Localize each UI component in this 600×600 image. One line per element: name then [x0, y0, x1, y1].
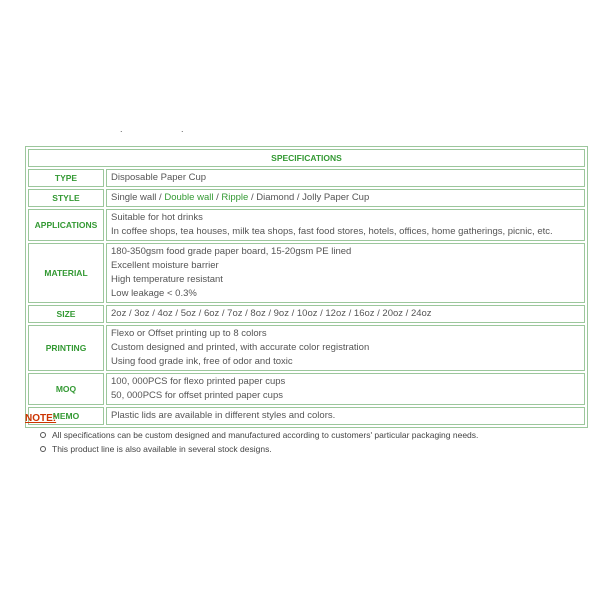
material-line: Low leakage < 0.3% — [111, 288, 197, 299]
row-value-applications — [106, 209, 585, 241]
row-label-applications: APPLICATIONS — [28, 209, 104, 241]
material-line: High temperature resistant — [111, 274, 223, 285]
row-label-size: SIZE — [28, 305, 104, 323]
moq-line: 100, 000PCS for flexo printed paper cups — [111, 376, 286, 387]
table-row — [28, 407, 585, 425]
circle-bullet-icon — [40, 432, 46, 438]
row-label-type: TYPE — [28, 169, 104, 187]
material-line: 180-350gsm food grade paper board, 15-20gsm PE lined — [111, 246, 352, 257]
note-item — [40, 430, 478, 440]
row-label-style: STYLE — [28, 189, 104, 207]
row-label-moq: MOQ — [28, 373, 104, 405]
moq-line: 50, 000PCS for offset printed paper cups — [111, 390, 283, 401]
row-label-printing: PRINTING — [28, 325, 104, 371]
row-value-size: 2oz / 3oz / 4oz / 5oz / 6oz / 7oz / 8oz / 9oz / 10oz / 12oz / 16oz / 20oz / 24oz — [106, 305, 585, 323]
table-row — [28, 325, 585, 371]
note-heading: NOTE: — [25, 413, 57, 424]
top-marks: . . — [120, 124, 212, 134]
applications-line: In coffee shops, tea houses, milk tea shops, fast food stores, hotels, offices, home gatherings, picnic, etc. — [111, 226, 553, 237]
style-single: Single wall — [111, 192, 157, 203]
note-item-text: This product line is also available in several stock designs. — [52, 444, 272, 454]
table-row — [28, 243, 585, 303]
note-item-text: All specifications can be custom designed and manufactured according to customers' particular packaging needs. — [52, 430, 479, 440]
printing-line: Custom designed and printed, with accurate color registration — [111, 342, 370, 353]
table-row — [28, 149, 585, 167]
table-row — [28, 373, 585, 405]
printing-line: Flexo or Offset printing up to 8 colors — [111, 328, 267, 339]
row-value-material — [106, 243, 585, 303]
style-ripple: Ripple — [221, 192, 249, 203]
row-value-memo: Plastic lids are available in different styles and colors. — [106, 407, 585, 425]
note-item — [40, 444, 272, 454]
style-double: Double wall — [164, 192, 214, 203]
row-label-memo: MEMO — [28, 407, 104, 425]
table-row — [28, 209, 585, 241]
separator: / — [156, 192, 165, 203]
row-value-style — [106, 189, 585, 207]
printing-line: Using food grade ink, free of odor and toxic — [111, 356, 293, 367]
table-row — [28, 305, 585, 323]
style-rest: Diamond / Jolly Paper Cup — [256, 192, 370, 203]
circle-bullet-icon — [40, 446, 46, 452]
table-row — [28, 189, 585, 207]
separator: / — [213, 192, 222, 203]
specifications-table — [25, 146, 588, 428]
separator: / — [248, 192, 257, 203]
row-value-moq — [106, 373, 585, 405]
table-row — [28, 169, 585, 187]
table-title: SPECIFICATIONS — [28, 149, 585, 167]
row-value-printing — [106, 325, 585, 371]
row-value-type: Disposable Paper Cup — [106, 169, 585, 187]
material-line: Excellent moisture barrier — [111, 260, 219, 271]
row-label-material: MATERIAL — [28, 243, 104, 303]
applications-line: Suitable for hot drinks — [111, 212, 203, 223]
